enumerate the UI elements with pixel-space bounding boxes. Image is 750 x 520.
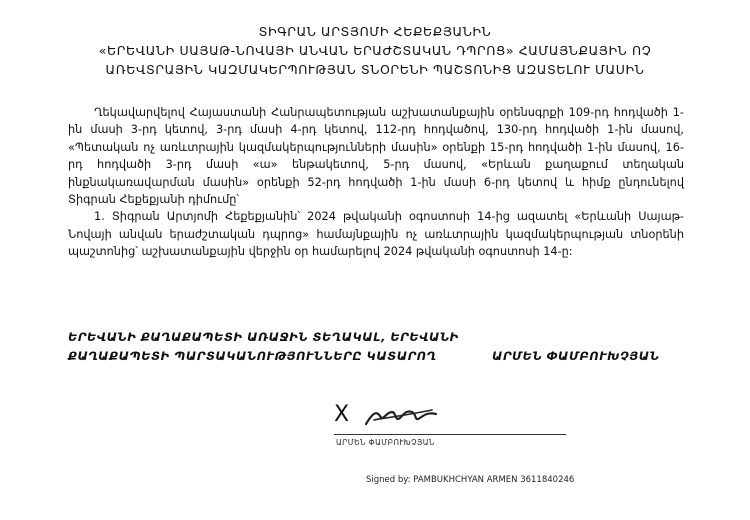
signatory-position-line-1: ԵՐԵՎԱՆԻ ՔԱՂԱՔԱՊԵՏԻ ԱՌԱՋԻՆ ՏԵՂԱԿԱԼ, ԵՐԵՎԱՆԻ — [68, 330, 459, 344]
digital-signature — [334, 400, 574, 460]
signatory-name: ԱՐՄԵՆ ՓԱՄԲՈՒԽՉՅԱՆ — [492, 349, 660, 363]
signature-caption: ԱՐՄԵՆ ՓԱՄԲՈՒԽՉՅԱՆ — [336, 438, 435, 447]
preamble-paragraph: Ղեկավարվելով Հայաստանի Հանրապետության աշխատանքային օրենսգրքի 109-րդ հոդվածի 1-ին մասի 3-րդ կետով, 3-րդ մասի 4-րդ կետով, 112-րդ հոդվածով, 130-րդ հոդվածի 1-ին մասով, «Պետական ոչ առևտրային կազմակերպությունների մասին» օրենքի 15-րդ հոդվածի 1-ին մասով, 16-րդ հոդվածի 3-րդ մասի «ա» ենթակետով, 5-րդ մասով, «Երևան քաղաքում տեղական ինքնակառավարման մասին» օրենքի 52-րդ հոդվածի 1-ին մասի 6-րդ կետով և հիմք ընդունելով Տիգրան Հեքեքյանի դիմումը՝ — [68, 106, 684, 207]
decision-paragraph: 1. Տիգրան Արտյոմի Հեքեքյանին՝ 2024 թվականի օգոստոսի 14-ից ազատել «Երևանի Սայաթ-Նովայի անվան երաժշտական դպրոց» համայնքային ոչ առևտրային կազմակերպության տնօրենի պաշտոնից՝ աշխատանքային վերջին օր համարելով 2024 թվականի օգոստոսի 14-ը: — [68, 210, 684, 259]
handwritten-signature-icon — [362, 400, 442, 434]
signature-line — [334, 434, 566, 435]
document-body — [68, 104, 684, 261]
signatory-position-line-2: ՔԱՂԱՔԱՊԵՏԻ ՊԱՐՏԱԿԱՆՈՒԹՅՈՒՆՆԵՐԸ ԿԱՏԱՐՈՂ — [68, 349, 437, 363]
document-title — [40, 22, 710, 79]
title-line-2: «ԵՐԵՎԱՆԻ ՍԱՅԱԹ-ՆՈՎԱՅԻ ԱՆՎԱՆ ԵՐԱԺՇՏԱԿԱՆ ԴՊՐՈՑ» ՀԱՄԱՅՆՔԱՅԻՆ ՈՉ — [98, 43, 652, 58]
signatory-block — [68, 328, 688, 366]
title-line-1: ՏԻԳՐԱՆ ԱՐՏՅՈՄԻ ՀԵՔԵՔՅԱՆԻՆ — [258, 24, 492, 39]
title-line-3: ԱՌԵՎՏՐԱՅԻՆ ԿԱԶՄԱԿԵՐՊՈՒԹՅԱՆ ՏՆՕՐԵՆԻ ՊԱՇՏՈՆԻՑ ԱԶԱՏԵԼՈՒ ՄԱՍԻՆ — [105, 62, 645, 77]
signed-by-label: Signed by: PAMBUKHCHYAN ARMEN 3611840246 — [366, 475, 575, 485]
signature-x-mark: X — [334, 402, 350, 427]
signatory-row-2 — [68, 347, 688, 366]
